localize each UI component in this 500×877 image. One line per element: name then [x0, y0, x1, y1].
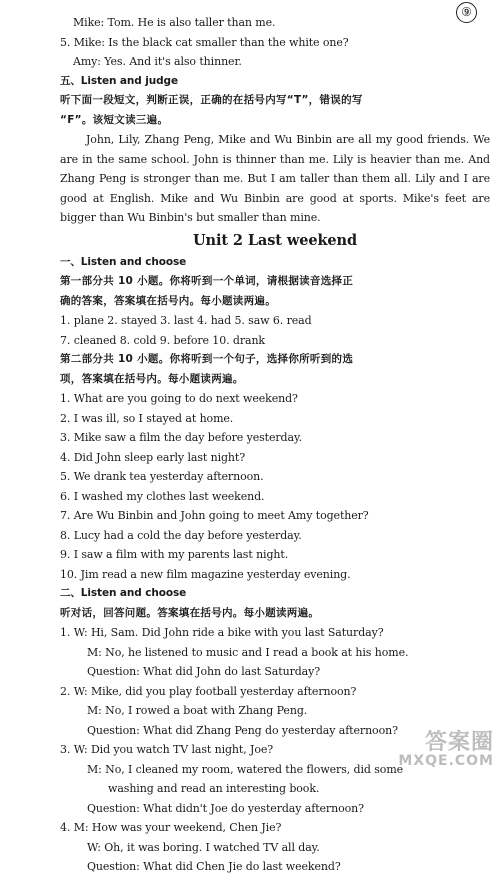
dialogue-line: M: No, I rowed a boat with Zhang Peng. — [87, 704, 308, 717]
word-list: 1. plane 2. stayed 3. last 4. had 5. saw 6. read — [60, 314, 312, 327]
instruction-line: 项，答案填在括号内。每小题读两遍。 — [60, 372, 244, 385]
dialogue-line: Amy: Yes. And it's also thinner. — [73, 55, 242, 68]
instruction-line: 确的答案，答案填在括号内。每小题读两遍。 — [60, 294, 276, 307]
sentence-item: 2. I was ill, so I stayed at home. — [60, 411, 234, 425]
instruction-line: “F”。该短文读三遍。 — [60, 113, 169, 126]
page-number: ⑨ — [456, 2, 477, 23]
instruction-line: 听下面一段短文，判断正误，正确的在括号内写“T”，错误的写 — [60, 94, 363, 106]
instruction-line: 听对话，回答问题。答案填在括号内。每小题读两遍。 — [60, 606, 320, 619]
dialogue-line: Mike: Tom. He is also taller than me. — [73, 16, 276, 29]
watermark-logo — [398, 732, 494, 768]
dialogue-line: 4. M: How was your weekend, Chen Jie? — [60, 821, 282, 834]
question-line: Question: What did Chen Jie do last weekend? — [87, 860, 341, 873]
dialogue-line: 2. W: Mike, did you play football yesterday afternoon? — [60, 684, 357, 698]
instruction-line: 第一部分共 10 小题。你将听到一个单词，请根据读音选择正 — [60, 275, 354, 287]
sentence-item: 4. Did John sleep early last night? — [60, 450, 246, 464]
dialogue-line: 3. W: Did you watch TV last night, Joe? — [60, 743, 274, 756]
section-heading: 二、Listen and choose — [60, 587, 187, 599]
sentence-item: 5. We drank tea yesterday afternoon. — [60, 470, 264, 483]
dialogue-line: washing and read an interesting book. — [108, 782, 320, 795]
instruction-line: 第二部分共 10 小题。你将听到一个句子，选择你所听到的选 — [60, 353, 354, 365]
watermark-url: MXQE.COM — [398, 753, 494, 769]
watermark-text: 答案圈 — [424, 730, 494, 755]
dialogue-line: 5. Mike: Is the black cat smaller than the white one? — [60, 35, 349, 49]
sentence-item: 8. Lucy had a cold the day before yesterday. — [60, 528, 302, 542]
section-heading: 五、Listen and judge — [60, 74, 178, 87]
question-line: Question: What did John do last Saturday? — [87, 665, 321, 678]
dialogue-line: 1. W: Hi, Sam. Did John ride a bike with you last Saturday? — [60, 626, 384, 639]
sentence-item: 7. Are Wu Binbin and John going to meet Amy together? — [60, 509, 369, 522]
sentence-item: 1. What are you going to do next weekend? — [60, 392, 298, 405]
word-list: 7. cleaned 8. cold 9. before 10. drank — [60, 333, 266, 347]
section-heading: 一、Listen and choose — [60, 255, 187, 268]
question-line: Question: What did Zhang Peng do yesterday afternoon? — [87, 723, 398, 737]
unit-title: Unit 2 Last weekend — [192, 231, 358, 249]
dialogue-line: M: No, I cleaned my room, watered the flowers, did some — [87, 762, 404, 776]
sentence-item: 6. I washed my clothes last weekend. — [60, 489, 265, 503]
dialogue-line: M: No, he listened to music and I read a book at his home. — [87, 645, 409, 659]
sentence-item: 9. I saw a film with my parents last night. — [60, 548, 289, 561]
question-line: Question: What didn't Joe do yesterday afternoon? — [87, 801, 364, 815]
sentence-item: 10. Jim read a new film magazine yesterday evening. — [60, 567, 351, 581]
reading-passage: John, Lily, Zhang Peng, Mike and Wu Binbin are all my good friends. We are in the same school. John is thinner than me. Lily is heavier than me. And Zhang Peng is stronger than me. But I am taller than them all. Lily and I are good at English. Mike and Wu Binbin are good at sports. Mike's feet are bigger than Wu Binbin's but smaller than mine. — [60, 133, 490, 224]
sentence-item: 3. Mike saw a film the day before yesterday. — [60, 431, 302, 444]
dialogue-line: W: Oh, it was boring. I watched TV all day. — [87, 840, 320, 854]
